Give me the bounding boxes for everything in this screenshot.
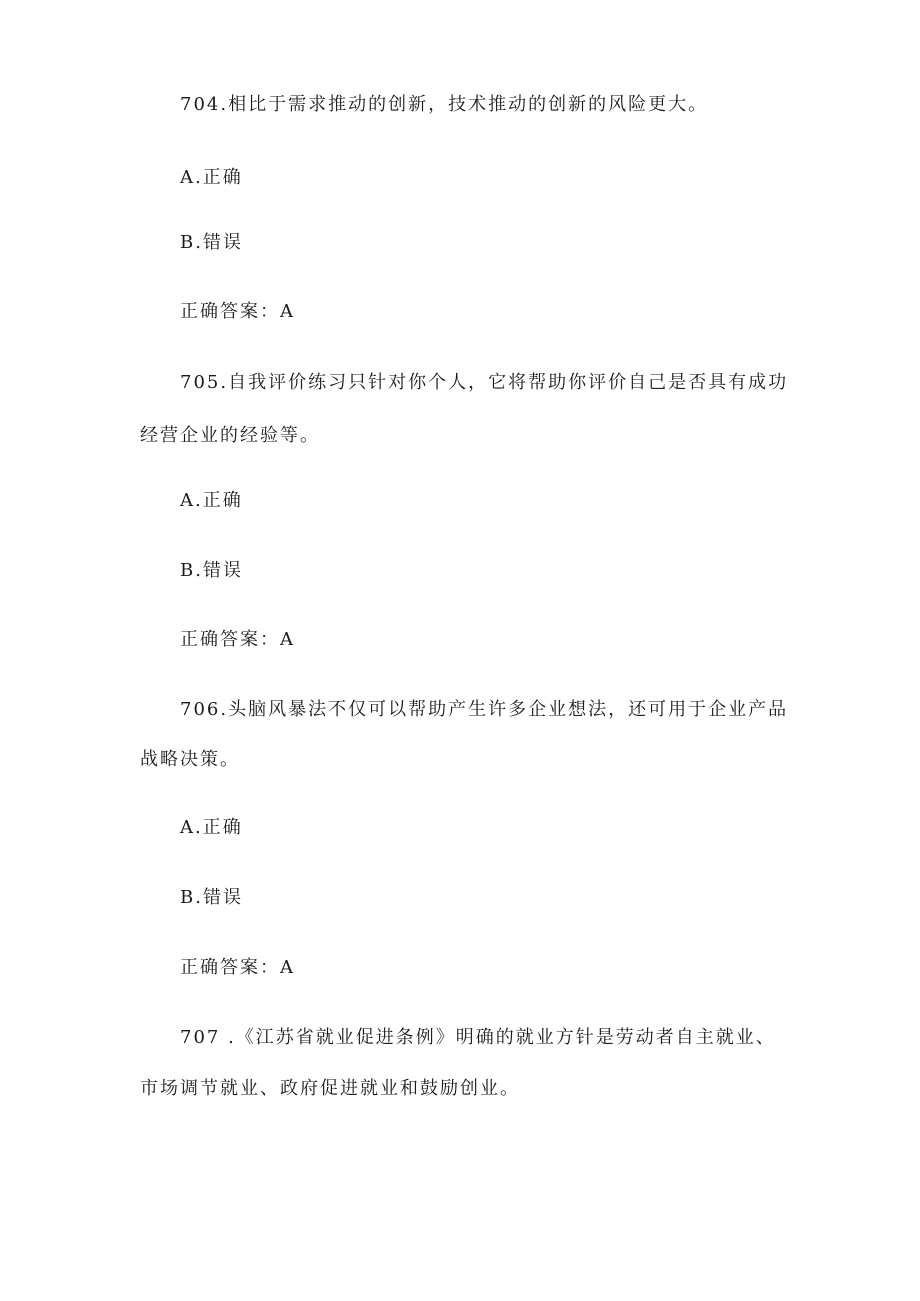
question-705-answer: 正确答案：A: [180, 629, 295, 650]
question-705-text: 705.自我评价练习只针对你个人，它将帮助你评价自己是否具有成功: [180, 372, 789, 393]
question-705-option-b: B.错误: [180, 560, 243, 581]
question-707-text-cont: 市场调节就业、政府促进就业和鼓励创业。: [140, 1078, 520, 1099]
question-705-text-cont: 经营企业的经验等。: [140, 425, 320, 446]
question-707-text: 707 .《江苏省就业促进条例》明确的就业方针是劳动者自主就业、: [180, 1027, 776, 1048]
question-704-answer: 正确答案：A: [180, 301, 295, 322]
question-704-option-a: A.正确: [180, 167, 243, 188]
question-704-text: 704.相比于需求推动的创新，技术推动的创新的风险更大。: [180, 94, 709, 115]
question-706-text: 706.头脑风暴法不仅可以帮助产生许多企业想法，还可用于企业产品: [180, 699, 789, 720]
question-704-option-b: B.错误: [180, 232, 243, 253]
question-706-option-b: B.错误: [180, 887, 243, 908]
question-706-text-cont: 战略决策。: [140, 749, 240, 770]
question-705-option-a: A.正确: [180, 490, 243, 511]
question-706-option-a: A.正确: [180, 817, 243, 838]
question-706-answer: 正确答案：A: [180, 957, 295, 978]
